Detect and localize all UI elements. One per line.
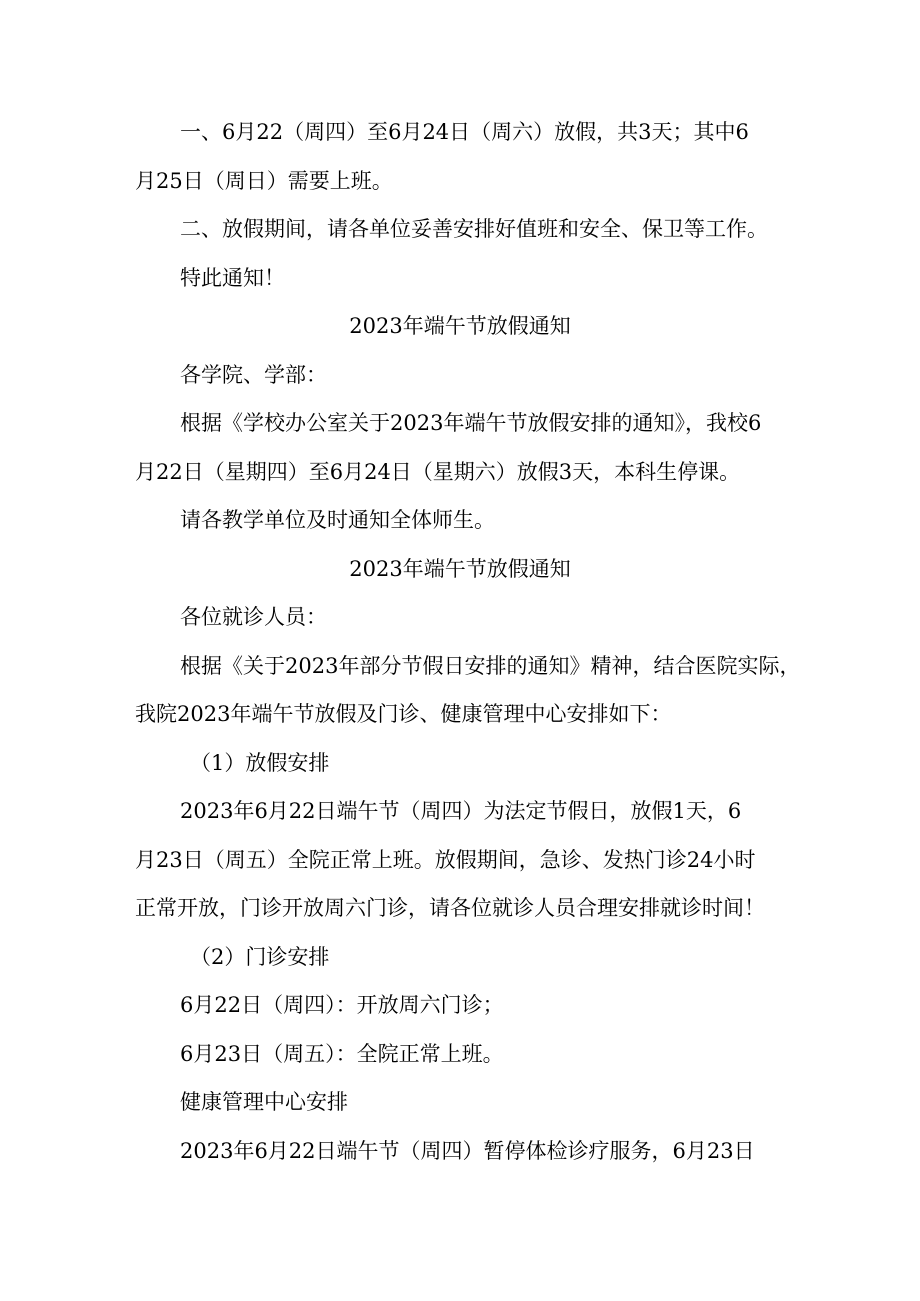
notice3-section1-line3: 正常开放，门诊开放周六门诊，请各位就诊人员合理安排就诊时间！	[135, 896, 765, 920]
notice1-closing: 特此通知！	[180, 266, 285, 290]
notice3-section1-line1: 2023年6月22日端午节（周四）为法定节假日，放假1天，6	[180, 799, 742, 823]
notice1-item1-line2: 月25日（周日）需要上班。	[135, 169, 393, 193]
notice3-section3-heading: 健康管理中心安排	[180, 1090, 348, 1114]
notice3-section2-heading: （2）门诊安排	[190, 945, 330, 969]
notice3-section1-line2: 月23日（周五）全院正常上班。放假期间，急诊、发热门诊24小时	[135, 848, 756, 872]
notice3-intro-line2: 我院2023年端午节放假及门诊、健康管理中心安排如下：	[135, 702, 672, 726]
notice3-section3-line1: 2023年6月22日端午节（周四）暂停体检诊疗服务，6月23日	[180, 1139, 755, 1163]
notice2-body-line2: 月22日（星期四）至6月24日（星期六）放假3天，本科生停课。	[135, 460, 741, 484]
notice3-title: 2023年端午节放假通知	[349, 557, 571, 581]
notice3-intro-line1: 根据《关于2023年部分节假日安排的通知》精神，结合医院实际，	[180, 654, 801, 678]
notice2-salutation: 各学院、学部：	[180, 363, 327, 387]
notice3-salutation: 各位就诊人员：	[180, 605, 327, 629]
notice3-section2-item1: 6月22日（周四）：开放周六门诊；	[180, 993, 504, 1017]
notice2-title: 2023年端午节放假通知	[349, 314, 571, 338]
notice3-section1-heading: （1）放假安排	[190, 751, 330, 775]
notice2-instruction: 请各教学单位及时通知全体师生。	[180, 508, 495, 532]
notice1-item1-line1: 一、6月22（周四）至6月24日（周六）放假，共3天；其中6	[180, 120, 749, 144]
notice2-body-line1: 根据《学校办公室关于2023年端午节放假安排的通知》，我校6	[180, 411, 762, 435]
notice3-section2-item2: 6月23日（周五）：全院正常上班。	[180, 1042, 504, 1066]
notice1-item2: 二、放假期间，请各单位妥善安排好值班和安全、保卫等工作。	[180, 217, 768, 241]
